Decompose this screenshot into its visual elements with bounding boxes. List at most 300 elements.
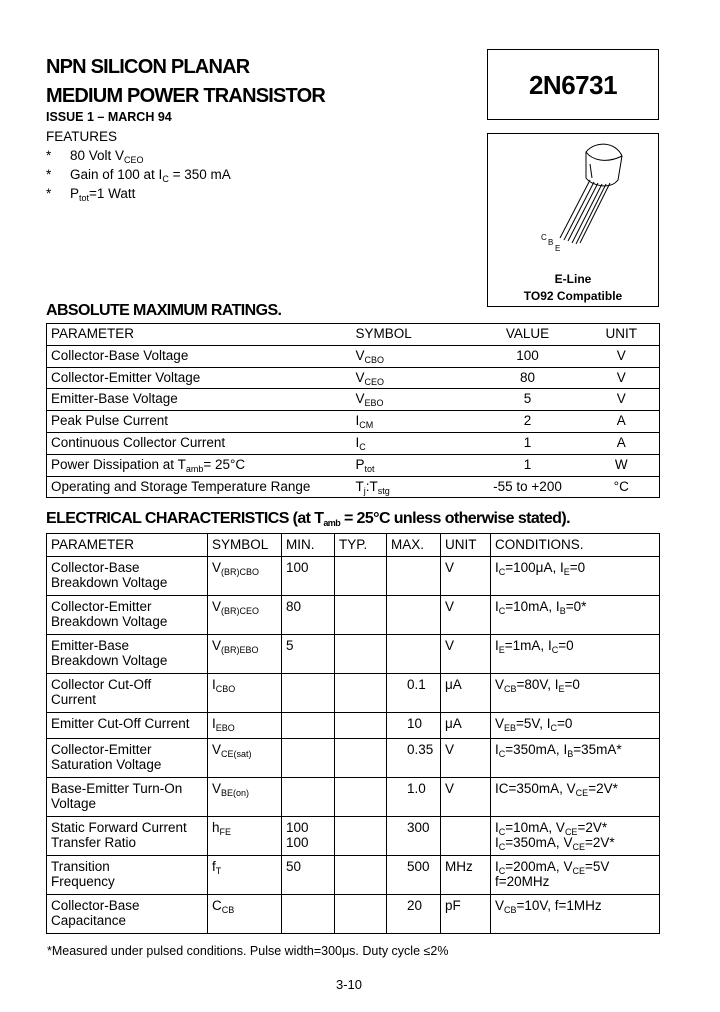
elec-min — [282, 856, 335, 895]
elec-typ — [335, 596, 387, 635]
column-header: SYMBOL — [352, 324, 472, 346]
param-sub: amb — [185, 463, 204, 474]
column-header: VALUE — [472, 324, 584, 346]
abs-unit: A — [584, 411, 660, 433]
elec-row — [47, 739, 660, 778]
elec-max-line1: 0.1 — [407, 677, 426, 692]
elec-conditions — [491, 557, 660, 596]
issue-date: ISSUE 1 – MARCH 94 — [46, 110, 172, 124]
abs-row — [47, 454, 660, 476]
cond-post: =5V, — [516, 716, 547, 731]
symbol-base: T — [355, 478, 364, 494]
cond-post: =0 — [556, 716, 573, 731]
elec-param-line2: Capacitance — [51, 913, 127, 928]
cond-text: I — [495, 599, 499, 614]
abs-unit: V — [584, 389, 660, 411]
elec-param-line2: Breakdown Voltage — [51, 575, 168, 590]
elec-min — [282, 739, 335, 778]
cond-text: I — [495, 638, 499, 653]
symbol — [212, 599, 259, 614]
column-header: UNIT — [441, 534, 491, 557]
abs-row — [47, 411, 660, 433]
column-header: CONDITIONS. — [491, 534, 660, 557]
abs-row — [47, 367, 660, 389]
cond-text: I — [555, 599, 560, 614]
footnote: *Measured under pulsed conditions. Pulse width=300μs. Duty cycle ≤2% — [47, 944, 449, 958]
elec-param — [47, 635, 208, 674]
cond-text: I — [554, 677, 559, 692]
column-header: SYMBOL — [208, 534, 282, 557]
elec-max — [387, 778, 441, 817]
abs-unit: V — [584, 367, 660, 389]
symbol-2-base: :T — [365, 478, 378, 494]
feature-sub: tot — [79, 193, 90, 203]
cond-post: =10mA, — [505, 599, 556, 614]
symbol-base: P — [355, 456, 365, 472]
elec-row — [47, 596, 660, 635]
elec-param — [47, 739, 208, 778]
abs-param — [47, 454, 352, 476]
package-name: E-Line — [554, 272, 592, 286]
abs-row — [47, 476, 660, 498]
elec-typ — [335, 895, 387, 934]
elec-param — [47, 713, 208, 739]
param-text: Emitter-Base Voltage — [51, 391, 178, 407]
elec-heading-sub: amb — [323, 518, 341, 528]
elec-conditions — [491, 895, 660, 934]
elec-typ — [335, 739, 387, 778]
symbol-base: V — [212, 781, 222, 796]
condition-line — [495, 820, 659, 835]
symbol-sub: j — [363, 485, 366, 496]
symbol-base: h — [212, 820, 220, 835]
package-caption — [488, 271, 658, 305]
cond-text: V — [563, 835, 573, 850]
symbol — [356, 479, 366, 494]
symbol-base: V — [355, 391, 365, 407]
cond-text: I — [495, 742, 499, 757]
symbol-sub: CBO — [215, 684, 236, 694]
symbol — [355, 413, 374, 431]
symbol-base: V — [212, 638, 222, 653]
abs-param — [47, 367, 352, 389]
cond-post: =0* — [565, 599, 587, 614]
elec-param-line1: Collector Cut-Off — [51, 677, 152, 692]
symbol-sub: (BR)EBO — [221, 645, 259, 655]
bullet: * — [46, 167, 52, 182]
to92-package-drawing — [488, 134, 658, 264]
cond-post: =0 — [569, 560, 586, 575]
symbol — [212, 716, 235, 731]
elec-row — [47, 856, 660, 895]
elec-min-line1: 100 — [286, 560, 309, 575]
elec-param-line2: Breakdown Voltage — [51, 653, 168, 668]
symbol-sub: tot — [364, 463, 375, 474]
elec-symbol — [208, 895, 282, 934]
feature-item — [46, 165, 231, 184]
cond-sub: C — [551, 645, 559, 655]
cond-sub: C — [498, 567, 506, 577]
symbol-sub: EBO — [215, 723, 235, 733]
column-header: PARAMETER — [47, 534, 208, 557]
cond-sub: B — [559, 606, 566, 616]
elec-symbol — [208, 635, 282, 674]
elec-unit: V — [441, 778, 491, 817]
elec-row — [47, 557, 660, 596]
symbol-base: I — [212, 677, 216, 692]
condition-line — [495, 835, 659, 850]
cond-text: I — [563, 742, 568, 757]
symbol-sub: BE(on) — [221, 788, 250, 798]
condition-line — [495, 898, 659, 913]
abs-param — [47, 432, 352, 454]
symbol-base: I — [355, 413, 360, 429]
elec-param — [47, 895, 208, 934]
elec-conditions — [491, 817, 660, 856]
elec-conditions — [491, 856, 660, 895]
elec-min — [282, 817, 335, 856]
elec-symbol — [208, 713, 282, 739]
package-box — [487, 133, 659, 307]
cond-text: V — [495, 716, 505, 731]
cond-post: =35mA* — [573, 742, 622, 757]
part-number-box — [487, 49, 659, 120]
elec-unit: μA — [441, 674, 491, 713]
cond-sub: C — [498, 749, 506, 759]
elec-unit: V — [441, 596, 491, 635]
symbol — [356, 348, 385, 363]
elec-typ — [335, 817, 387, 856]
elec-max — [387, 895, 441, 934]
features-list — [46, 127, 231, 203]
elec-row — [47, 713, 660, 739]
elec-symbol — [208, 596, 282, 635]
condition-line — [495, 781, 659, 796]
cond-post: =1mA, — [504, 638, 548, 653]
abs-value: 1 — [472, 432, 584, 454]
elec-unit: MHz — [441, 856, 491, 895]
abs-row — [47, 432, 660, 454]
elec-min-line1: 5 — [286, 638, 294, 653]
cond-sub: E — [498, 645, 505, 655]
elec-param-line1: Emitter-Base — [51, 638, 130, 653]
condition-line — [495, 742, 659, 757]
abs-symbol — [352, 367, 472, 389]
elec-typ — [335, 856, 387, 895]
column-header: TYP. — [335, 534, 387, 557]
abs-value: 100 — [472, 345, 584, 367]
feature-sub: C — [162, 174, 169, 184]
elec-param-line2: Breakdown Voltage — [51, 614, 168, 629]
elec-min — [282, 895, 335, 934]
elec-symbol — [208, 674, 282, 713]
page-number: 3-10 — [336, 977, 363, 992]
elec-conditions — [491, 596, 660, 635]
symbol — [212, 898, 234, 913]
cond-post: =2V* — [577, 820, 608, 835]
elec-symbol — [208, 778, 282, 817]
elec-unit: V — [441, 635, 491, 674]
condition-line — [495, 599, 659, 614]
column-header: MIN. — [282, 534, 335, 557]
symbol-sub: CEO — [364, 376, 385, 387]
elec-param-line2: Transfer Ratio — [51, 835, 137, 850]
symbol-2 — [363, 478, 390, 496]
param-text: Peak Pulse Current — [51, 413, 169, 429]
elec-max — [387, 856, 441, 895]
cond-sub: CB — [504, 905, 517, 915]
cond-text: I — [495, 820, 499, 835]
elec-min — [282, 713, 335, 739]
abs-symbol — [352, 432, 472, 454]
elec-unit: μA — [441, 713, 491, 739]
elec-param-line1: Collector-Base — [51, 898, 140, 913]
condition-line — [495, 677, 659, 692]
cond-sub: CE — [572, 866, 585, 876]
elec-max-line1: 20 — [407, 898, 423, 913]
symbol — [212, 677, 235, 692]
symbol-2-sub: stg — [377, 485, 390, 496]
elec-conditions — [491, 778, 660, 817]
cond-sub: CB — [504, 684, 517, 694]
pin-label-b: B — [548, 238, 554, 247]
package-compat: TO92 Compatible — [523, 289, 623, 303]
elec-max — [387, 635, 441, 674]
elec-conditions — [491, 713, 660, 739]
symbol-base: V — [212, 599, 222, 614]
abs-row — [47, 389, 660, 411]
elec-heading-pre: ELECTRICAL CHARACTERISTICS (at T — [46, 510, 324, 527]
cond-post: =350mA, — [505, 835, 564, 850]
elec-max-line1: 1.0 — [407, 781, 426, 796]
column-header: PARAMETER — [47, 324, 352, 346]
abs-value: 5 — [472, 389, 584, 411]
cond-text: I — [495, 859, 499, 874]
symbol — [212, 638, 259, 653]
elec-typ — [335, 778, 387, 817]
elec-min-line2: 100 — [286, 835, 309, 850]
feature-text: P — [70, 186, 80, 201]
elec-max-line1: 500 — [407, 859, 430, 874]
cond-post: =0 — [558, 638, 574, 653]
elec-param-line2: Voltage — [51, 796, 97, 811]
elec-param-line1: Base-Emitter Turn-On — [51, 781, 183, 796]
symbol-sub: (BR)CEO — [221, 606, 260, 616]
symbol — [355, 391, 384, 409]
cond-sub: CE — [575, 788, 589, 798]
cond-sub: C — [550, 723, 557, 733]
abs-unit: W — [584, 454, 660, 476]
cond-post: =2V* — [588, 781, 618, 796]
symbol-base: V — [355, 369, 365, 385]
pin-label-c: C — [541, 233, 547, 242]
elec-param — [47, 596, 208, 635]
feature-sub: CEO — [124, 155, 144, 165]
symbol-base: V — [212, 742, 222, 757]
abs-header-row — [47, 324, 660, 346]
elec-min-line1: 50 — [286, 859, 302, 874]
symbol — [212, 742, 252, 757]
elec-max — [387, 739, 441, 778]
elec-typ — [335, 635, 387, 674]
feature-text: Gain of 100 at I — [70, 167, 163, 182]
symbol — [212, 859, 221, 874]
elec-conditions — [491, 635, 660, 674]
elec-min — [282, 635, 335, 674]
condition-line — [495, 560, 659, 575]
cond-text: V — [495, 898, 505, 913]
feature-item — [46, 184, 231, 203]
cond-text: f=20MHz — [495, 874, 550, 889]
abs-param — [47, 389, 352, 411]
cond-sub: C — [498, 606, 506, 616]
abs-param — [47, 345, 352, 367]
elec-typ — [335, 713, 387, 739]
cond-text: I — [495, 835, 499, 850]
symbol-base: f — [212, 859, 216, 874]
feature-post: = 350 mA — [168, 167, 231, 182]
elec-min-line1: 100 — [286, 820, 309, 835]
elec-max — [387, 557, 441, 596]
elec-param-line2: Frequency — [51, 874, 115, 889]
elec-max-line1: 10 — [407, 716, 423, 731]
elec-min — [282, 596, 335, 635]
elec-param-line2: Current — [51, 692, 97, 707]
elec-conditions — [491, 674, 660, 713]
cond-text: I — [546, 716, 551, 731]
elec-row — [47, 635, 660, 674]
cond-text: I — [547, 638, 552, 653]
symbol — [356, 370, 385, 385]
elec-param-line1: Collector-Base — [51, 560, 140, 575]
bullet: * — [46, 186, 52, 201]
elec-param-line2: Saturation Voltage — [51, 757, 162, 772]
param-text: Operating and Storage Temperature Range — [51, 478, 311, 494]
elec-header-row — [47, 534, 660, 557]
cond-post: =0 — [564, 677, 580, 692]
elec-row — [47, 817, 660, 856]
elec-typ — [335, 674, 387, 713]
symbol-sub: (BR)CBO — [221, 567, 260, 577]
elec-max — [387, 817, 441, 856]
elec-max — [387, 713, 441, 739]
symbol-base: I — [355, 434, 360, 450]
pin-label-e: E — [555, 244, 561, 253]
elec-param — [47, 778, 208, 817]
elec-unit: V — [441, 739, 491, 778]
cond-sub: CE — [572, 842, 585, 852]
symbol-sub: CM — [359, 420, 374, 431]
features-heading: FEATURES — [46, 129, 118, 144]
cond-text: V — [555, 820, 565, 835]
param-text: Power Dissipation at T — [51, 456, 186, 472]
elec-max — [387, 674, 441, 713]
cond-sub: C — [498, 827, 506, 837]
symbol-sub: T — [215, 866, 222, 876]
symbol-base: V — [355, 347, 365, 363]
symbol-base: I — [212, 716, 216, 731]
abs-value: 2 — [472, 411, 584, 433]
cond-sub: B — [567, 749, 574, 759]
cond-sub: E — [563, 567, 570, 577]
symbol — [212, 560, 259, 575]
symbol — [212, 820, 231, 835]
elec-max-line1: 0.35 — [407, 742, 434, 757]
elec-param-line1: Emitter Cut-Off Current — [51, 716, 190, 731]
abs-symbol — [352, 389, 472, 411]
elec-min — [282, 557, 335, 596]
elec-conditions — [491, 739, 660, 778]
cond-sub: C — [498, 842, 506, 852]
elec-param-line1: Collector-Emitter — [51, 599, 152, 614]
elec-unit: pF — [441, 895, 491, 934]
abs-max-heading: ABSOLUTE MAXIMUM RATINGS. — [46, 302, 282, 319]
abs-unit: V — [584, 345, 660, 367]
cond-text: IC=350mA, V — [495, 781, 576, 796]
symbol-sub: C — [359, 441, 366, 452]
elec-max — [387, 596, 441, 635]
symbol-base: V — [212, 560, 222, 575]
cond-post: =10mA, — [505, 820, 556, 835]
elec-param — [47, 557, 208, 596]
elec-param-line1: Transition — [51, 859, 110, 874]
elec-symbol — [208, 856, 282, 895]
condition-line — [495, 859, 659, 874]
feature-text: 80 Volt V — [70, 148, 125, 163]
abs-symbol — [352, 345, 472, 367]
cond-post: =80V, — [516, 677, 555, 692]
param-text: Collector-Emitter Voltage — [51, 369, 201, 385]
symbol-sub: CE(sat) — [221, 749, 252, 759]
condition-line — [495, 638, 659, 653]
symbol-sub: CB — [221, 905, 235, 915]
elec-param — [47, 674, 208, 713]
feature-item — [46, 146, 231, 165]
elec-row — [47, 674, 660, 713]
elec-symbol — [208, 557, 282, 596]
elec-heading — [46, 510, 570, 528]
elec-param-line1: Collector-Emitter — [51, 742, 152, 757]
symbol-base: C — [212, 898, 222, 913]
abs-symbol — [352, 476, 472, 498]
abs-value: 1 — [472, 454, 584, 476]
elec-param — [47, 817, 208, 856]
elec-unit: V — [441, 557, 491, 596]
abs-value: -55 to +200 — [472, 476, 584, 498]
part-number: 2N6731 — [528, 70, 618, 100]
elec-unit — [441, 817, 491, 856]
abs-value: 80 — [472, 367, 584, 389]
elec-typ — [335, 557, 387, 596]
elec-row — [47, 778, 660, 817]
symbol — [212, 781, 249, 796]
param-text: Collector-Base Voltage — [51, 347, 189, 363]
elec-heading-post: = 25°C unless otherwise stated). — [340, 510, 570, 527]
elec-param-line1: Static Forward Current — [51, 820, 187, 835]
condition-line — [495, 716, 659, 731]
abs-unit: A — [584, 432, 660, 454]
cond-text: I — [559, 560, 564, 575]
cond-post: =350mA, — [505, 742, 564, 757]
column-header: MAX. — [387, 534, 441, 557]
cond-sub: E — [558, 684, 565, 694]
title-line-1: NPN SILICON PLANAR — [46, 56, 250, 78]
elec-max-line2: 300 — [407, 820, 430, 835]
feature-post: =1 Watt — [89, 186, 136, 201]
elec-row — [47, 895, 660, 934]
cond-post: =100μA, — [505, 560, 560, 575]
cond-text: I — [495, 560, 499, 575]
